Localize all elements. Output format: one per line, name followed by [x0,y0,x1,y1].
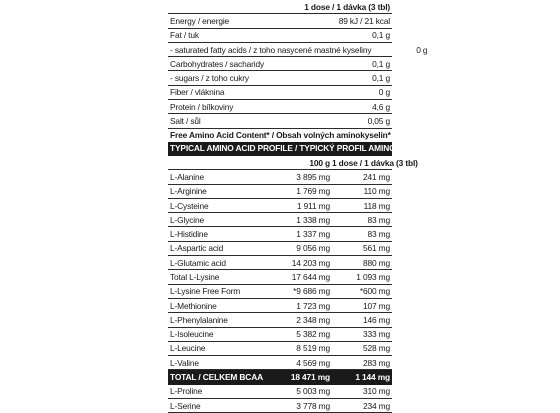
amino-row [168,313,392,327]
amino-per-100g: 14 203 mg [291,257,330,268]
amino-name: L-Glutamic acid [170,257,226,268]
nutrition-row [168,114,392,128]
amino-per-dose: 146 mg [362,314,390,325]
amino-per-100g: 9 056 mg [296,243,330,254]
amino-per-dose: 283 mg [362,357,390,368]
amino-profile-title-bar [168,142,434,156]
nutrition-row [168,86,392,100]
amino-name: L-Isoleucine [170,329,214,340]
amino-row [168,270,392,284]
amino-row [168,213,392,227]
amino-name: Total L-Lysine [170,271,220,282]
amino-per-100g: 1 723 mg [296,300,330,311]
amino-per-100g: 4 569 mg [296,357,330,368]
amino-name: L-Phenylalanine [170,314,228,325]
amino-row [168,342,392,356]
amino-name: L-Arginine [170,186,207,197]
nutrition-header-row [168,0,392,14]
amino-per-dose: 310 mg [362,386,390,397]
amino-name: L-Leucine [170,343,206,354]
amino-per-100g: 1 337 mg [296,229,330,240]
amino-per-dose: 83 mg [367,214,390,225]
amino-row [168,256,392,270]
amino-name: L-Serine [170,400,201,411]
amino-column-header-row [168,156,418,170]
nutrition-label: Fiber / vláknina [170,87,225,98]
nutrition-label: - saturated fatty acids / z toho nasycené mastné kyseliny [170,44,372,55]
nutrition-value: 0,1 g [372,30,390,41]
nutrition-dose-header: 1 dose / 1 dávka (3 tbl) [304,1,391,12]
nutrition-label: Salt / sůl [170,116,201,127]
nutrition-label: Carbohydrates / sacharidy [170,58,265,69]
nutrition-value: 0,1 g [372,73,390,84]
amino-per-100g: 17 644 mg [291,271,330,282]
free-amino-note-row [168,129,392,142]
amino-per-100g: 3 895 mg [296,171,330,182]
amino-row [168,227,392,241]
amino-row [168,242,392,256]
nutrition-label: Fat / tuk [170,30,199,41]
amino-name: L-Histidine [170,229,208,240]
amino-name: L-Alanine [170,171,205,182]
amino-per-dose: 83 mg [367,229,390,240]
nutrition-label-panel [168,0,434,413]
amino-name: L-Lysine Free Form [170,286,241,297]
amino-row [168,328,392,342]
amino-row [168,399,392,413]
amino-row [168,170,392,184]
amino-per-100g: 1 338 mg [296,214,330,225]
amino-per-dose: 118 mg [363,200,390,211]
nutrition-row [168,43,428,57]
amino-per-dose: *600 mg [359,286,390,297]
nutrition-label: - sugars / z toho cukry [170,73,249,84]
amino-per-100g: 5 382 mg [296,329,330,340]
free-amino-note: Free Amino Acid Content* / Obsah volných aminokyselin* [170,130,391,141]
nutrition-row [168,57,392,71]
amino-row [168,299,392,313]
amino-row [168,199,392,213]
amino-per-100g: 1 769 mg [296,186,330,197]
amino-row [168,385,392,399]
amino-name: L-Aspartic acid [170,243,224,254]
amino-profile-title: TYPICAL AMINO ACID PROFILE / TYPICKÝ PROFIL AMINOKYSELIN: [170,143,434,154]
nutrition-value: 89 kJ / 21 kcal [338,15,390,26]
amino-per-dose: 110 mg [363,186,390,197]
bcaa-total-label: TOTAL / CELKEM BCAA [170,372,263,383]
amino-name: L-Valine [170,357,199,368]
amino-per-dose: 333 mg [362,329,390,340]
bcaa-total-per-dose: 1 144 mg [355,372,390,383]
amino-per-100g: 2 348 mg [296,314,330,325]
bcaa-total-per-100g: 18 471 mg [290,372,330,383]
amino-per-dose: 880 mg [362,257,390,268]
amino-per-100g: 3 778 mg [296,400,330,411]
amino-per-100g: *9 686 mg [293,286,330,297]
nutrition-value: 0,1 g [372,58,390,69]
amino-per-100g: 8 519 mg [296,343,330,354]
bcaa-total-row [168,370,392,384]
amino-per-100g: 1 911 mg [296,200,330,211]
nutrition-row [168,100,392,114]
nutrition-row [168,14,392,28]
amino-per-100g: 5 003 mg [296,386,330,397]
amino-per-dose: 1 093 mg [356,271,390,282]
nutrition-row [168,71,392,85]
amino-name: L-Methionine [170,300,217,311]
nutrition-label: Protein / bílkoviny [170,101,234,112]
nutrition-label: Energy / energie [170,15,230,26]
nutrition-value: 0 g [416,44,428,55]
amino-row [168,185,392,199]
amino-row [168,285,392,299]
nutrition-value: 0,05 g [367,116,390,127]
nutrition-value: 4,6 g [372,101,390,112]
nutrition-value: 0 g [378,87,390,98]
amino-per-dose: 107 mg [362,300,390,311]
amino-name: L-Proline [170,386,203,397]
amino-per-dose: 528 mg [362,343,390,354]
amino-name: L-Cysteine [170,200,209,211]
amino-per-dose: 241 mg [362,171,390,182]
nutrition-row [168,29,392,43]
amino-name: L-Glycine [170,214,205,225]
amino-per-dose: 234 mg [362,400,390,411]
amino-row [168,356,392,370]
amino-per-dose: 561 mg [362,243,390,254]
amino-dose-header: 1 dose / 1 dávka (3 tbl) [332,157,418,168]
amino-100g-header: 100 g [309,157,330,168]
